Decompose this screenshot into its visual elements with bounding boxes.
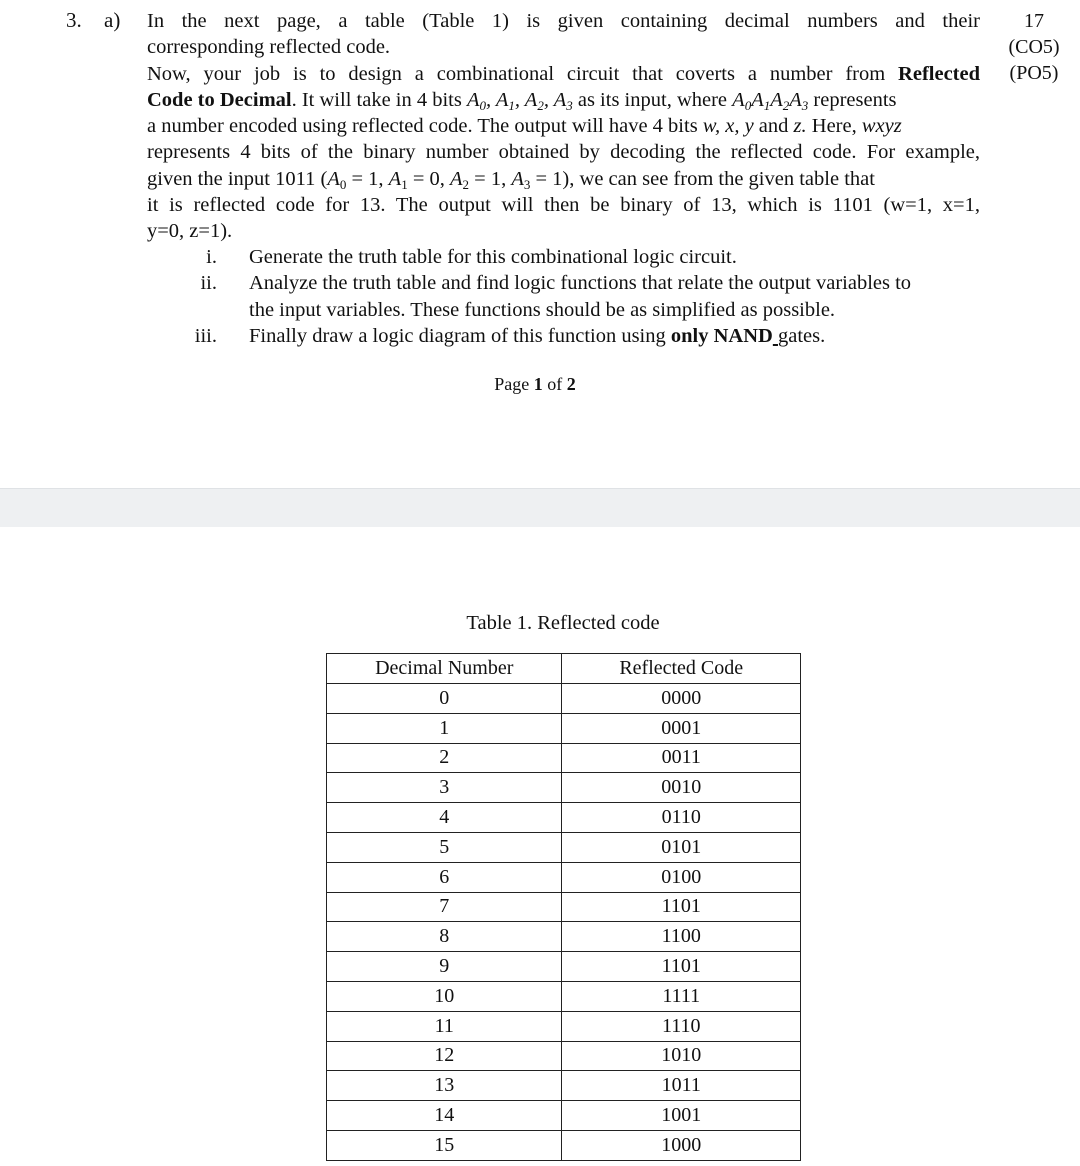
program-outcome: (PO5) [1009, 62, 1059, 84]
decimal-cell: 0 [327, 684, 562, 714]
p2-l5-text2: , we can see from the given table that [569, 167, 875, 190]
concat-vars-render: $A_0A_1A_2A_3$ [732, 88, 809, 113]
page-footer [0, 374, 1070, 395]
task-text-a: Finally draw a logic diagram of this function using [249, 324, 666, 347]
p2-l2-text: . It will take in 4 bits [291, 88, 462, 111]
p2-l2-bold: Code to Decimal [147, 88, 292, 111]
reflected-code-cell: 1000 [562, 1130, 801, 1160]
paragraph2-line7: y=0, z=1). [147, 220, 233, 243]
decimal-cell: 9 [327, 952, 562, 982]
paragraph2-line2 [147, 87, 980, 113]
marks-value: 17 [1024, 10, 1044, 32]
table-row [327, 1071, 801, 1101]
reflected-code-cell: 0110 [562, 803, 801, 833]
task-number: i. [206, 246, 217, 268]
reflected-code-cell: 1011 [562, 1071, 801, 1101]
task-list [147, 244, 987, 349]
paragraph2-line5 [147, 166, 980, 192]
header-decimal: Decimal Number [327, 654, 562, 684]
task-item [147, 270, 987, 323]
reflected-code-cell: 0100 [562, 862, 801, 892]
output-wxyz: wxyz [861, 115, 902, 138]
reflected-code-cell: 1100 [562, 922, 801, 952]
reflected-code-cell: 1101 [562, 952, 801, 982]
question-number: 3. [66, 8, 82, 32]
p2-l5-text: given the input 1011 [147, 167, 316, 190]
table-row [327, 743, 801, 773]
table-row [327, 803, 801, 833]
output-var-z: z. [793, 115, 807, 138]
paragraph2-line3 [147, 113, 980, 139]
p2-l1-text: Now, your job is to design a combinational circuit that coverts a number from [147, 62, 886, 85]
table-row [327, 713, 801, 743]
reflected-code-cell: 1010 [562, 1041, 801, 1071]
footer-page-num: 1 [533, 374, 543, 394]
task-number: iii. [194, 324, 217, 347]
decimal-cell: 12 [327, 1041, 562, 1071]
reflected-code-cell: 1101 [562, 892, 801, 922]
decimal-cell: 1 [327, 713, 562, 743]
table-row [327, 1011, 801, 1041]
reflected-code-cell: 1001 [562, 1101, 801, 1131]
table-row [327, 1041, 801, 1071]
reflected-code-cell: 1110 [562, 1011, 801, 1041]
table-row [327, 922, 801, 952]
decimal-cell: 6 [327, 862, 562, 892]
course-outcome: (CO5) [1008, 36, 1060, 58]
decimal-cell: 13 [327, 1071, 562, 1101]
reflected-code-cell: 0010 [562, 773, 801, 803]
p2-l2-text2: as its input, where [577, 88, 728, 111]
page-2 [0, 526, 1080, 1166]
page-1 [0, 0, 1080, 488]
reflected-code-table [326, 653, 801, 1161]
task-text: Generate the truth table for this combinational logic circuit. [249, 246, 737, 268]
paragraph1-line1: In the next page, a table (Table 1) is given containing decimal numbers and their [147, 10, 980, 32]
table-row [327, 892, 801, 922]
footer-page-total: 2 [566, 374, 576, 394]
paragraph1-line2: corresponding reflected code. [147, 36, 391, 59]
reflected-code-cell: 0101 [562, 832, 801, 862]
decimal-cell: 11 [327, 1011, 562, 1041]
task-item [147, 323, 987, 349]
reflected-code-cell: 1111 [562, 981, 801, 1011]
decimal-cell: 3 [327, 773, 562, 803]
page-separator [0, 488, 1080, 527]
task-text: the input variables. These functions should be as simplified as possible. [249, 298, 836, 321]
table-row [327, 832, 801, 862]
reflected-code-cell: 0001 [562, 713, 801, 743]
table-row [327, 1101, 801, 1131]
table-header-row [327, 654, 801, 684]
paragraph2-line4: represents 4 bits of the binary number obtained by decoding the reflected code. For example, [147, 141, 980, 164]
decimal-cell: 4 [327, 803, 562, 833]
reflected-code-cell: 0000 [562, 684, 801, 714]
task-text-bold: only NAND [670, 324, 773, 347]
decimal-cell: 5 [327, 832, 562, 862]
decimal-cell: 8 [327, 922, 562, 952]
table-row [327, 1130, 801, 1160]
p2-l3-here: Here, [811, 115, 857, 138]
marks-column [1004, 8, 1064, 86]
table-body [327, 684, 801, 1161]
table-caption: Table 1. Reflected code [466, 612, 660, 634]
p2-l3-and: and [758, 115, 789, 138]
decimal-cell: 10 [327, 981, 562, 1011]
table-row [327, 862, 801, 892]
output-vars: w, x, y [702, 115, 754, 138]
paragraph2-line1 [147, 61, 980, 87]
decimal-cell: 15 [327, 1130, 562, 1160]
task-text [249, 323, 987, 349]
input-vars-render: $A_0$, $A_1$, $A_2$, $A_3$ [466, 88, 573, 113]
task-text-b: gates. [777, 324, 826, 347]
decimal-cell: 7 [327, 892, 562, 922]
footer-of-label: of [547, 374, 563, 394]
table-row [327, 773, 801, 803]
table-row [327, 952, 801, 982]
header-reflected: Reflected Code [562, 654, 801, 684]
question-part: a) [104, 8, 121, 32]
paragraph2-line6: it is reflected code for 13. The output will then be binary of 13, which is 1101 (w=1, x=1, [147, 194, 980, 217]
task-number: ii. [200, 272, 217, 295]
question-body [147, 8, 980, 245]
reflected-code-cell: 0011 [562, 743, 801, 773]
p2-l2-text3: represents [813, 88, 897, 111]
footer-page-label: Page [494, 374, 530, 394]
task-item [147, 244, 987, 270]
p2-l1-bold: Reflected [898, 62, 980, 85]
example-eq-render: ($A_0 = 1$, $A_1 = 0$, $A_2 = 1$, $A_3 = 1$) [320, 167, 570, 192]
p2-l3-text: a number encoded using reflected code. The output will have 4 bits [147, 115, 698, 138]
task-text: Analyze the truth table and find logic functions that relate the output variables to [249, 272, 912, 295]
table-row [327, 981, 801, 1011]
table-row [327, 684, 801, 714]
decimal-cell: 2 [327, 743, 562, 773]
decimal-cell: 14 [327, 1101, 562, 1131]
